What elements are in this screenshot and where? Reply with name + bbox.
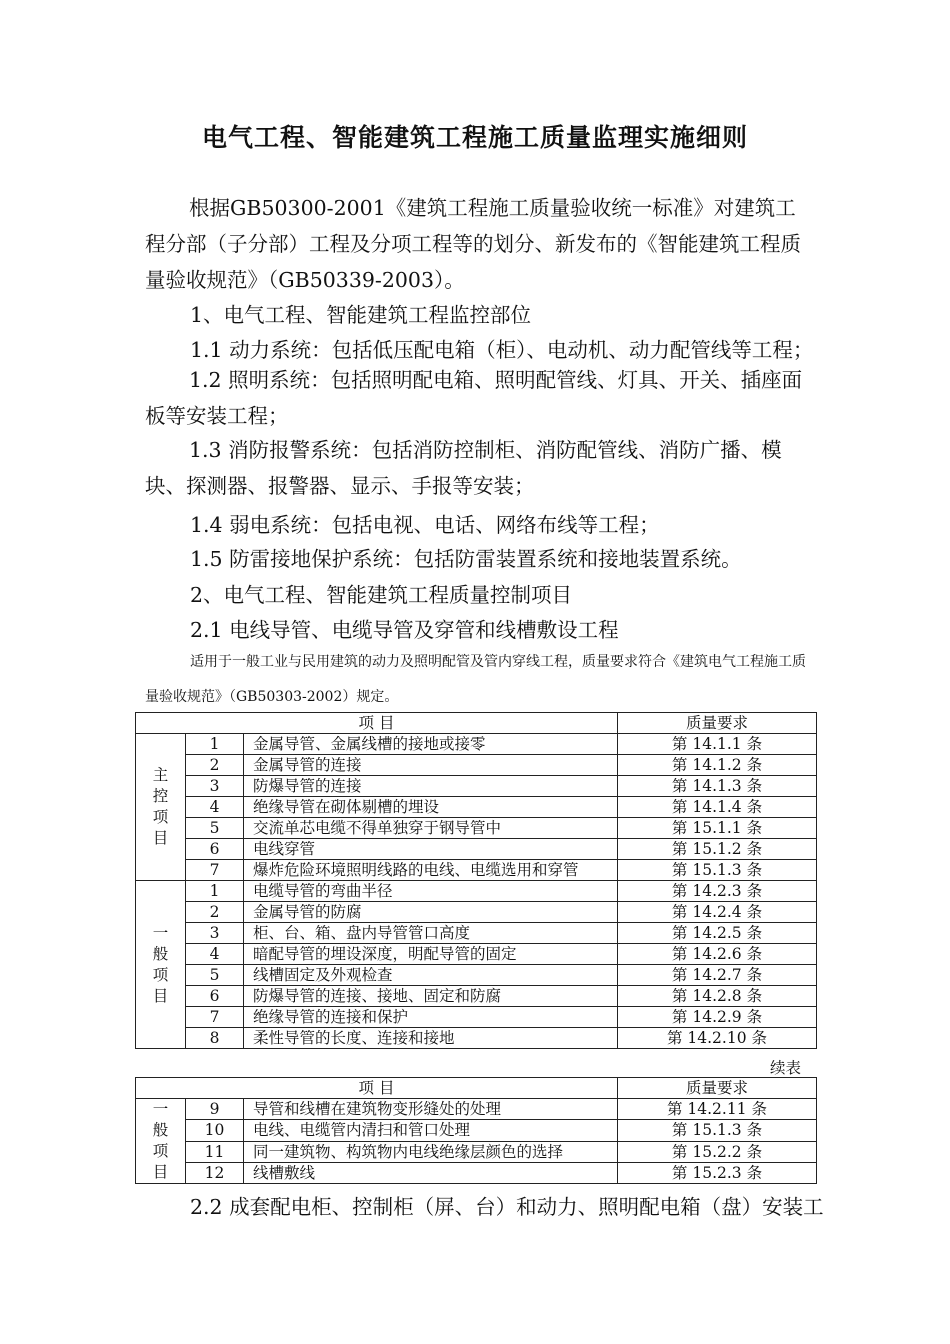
- row-item: 防爆导管的连接、接地、固定和防腐: [244, 986, 618, 1007]
- row-number: 2: [186, 755, 244, 776]
- group-label: 主 控 项 目: [136, 734, 186, 881]
- row-number: 7: [186, 860, 244, 881]
- item-1-2: 1.2 照明系统：包括照明配电箱、照明配管线、灯具、开关、插座面板等安装工程；: [145, 368, 803, 428]
- row-item: 爆炸危险环境照明线路的电线、电缆选用和穿管: [244, 860, 618, 881]
- table-row: [136, 755, 817, 776]
- row-number: 5: [186, 818, 244, 839]
- table-row: [136, 881, 817, 902]
- row-number: 2: [186, 902, 244, 923]
- header-item: 项 目: [136, 1078, 618, 1099]
- row-number: 11: [186, 1141, 244, 1162]
- row-item: 导管和线槽在建筑物变形缝处的处理: [244, 1099, 618, 1120]
- row-item: 金属导管的防腐: [244, 902, 618, 923]
- row-requirement: 第 15.2.2 条: [618, 1141, 817, 1162]
- table-row: [136, 1162, 817, 1183]
- quality-table-2: [135, 1077, 817, 1184]
- row-item: 交流单芯电缆不得单独穿于钢导管中: [244, 818, 618, 839]
- row-item: 金属导管、金属线槽的接地或接零: [244, 734, 618, 755]
- row-requirement: 第 14.2.6 条: [618, 944, 817, 965]
- row-requirement: 第 15.1.3 条: [618, 860, 817, 881]
- header-item: 项 目: [136, 713, 618, 734]
- table-row: [136, 944, 817, 965]
- row-item: 线槽敷线: [244, 1162, 618, 1183]
- section-1-heading: 1、电气工程、智能建筑工程监控部位: [190, 303, 532, 327]
- row-number: 6: [186, 986, 244, 1007]
- row-number: 10: [186, 1120, 244, 1141]
- row-item: 电线穿管: [244, 839, 618, 860]
- row-requirement: 第 14.2.8 条: [618, 986, 817, 1007]
- row-item: 柔性导管的长度、连接和接地: [244, 1028, 618, 1049]
- table-row: [136, 986, 817, 1007]
- row-number: 5: [186, 965, 244, 986]
- header-requirement: 质量要求: [618, 1078, 817, 1099]
- group-label: 一 般 项 目: [136, 1099, 186, 1184]
- item-1-3: 1.3 消防报警系统：包括消防控制柜、消防配管线、消防广播、模块、探测器、报警器、显示、手报等安装；: [145, 438, 782, 498]
- row-requirement: 第 14.2.4 条: [618, 902, 817, 923]
- row-number: 1: [186, 881, 244, 902]
- row-item: 绝缘导管的连接和保护: [244, 1007, 618, 1028]
- row-requirement: 第 14.1.3 条: [618, 776, 817, 797]
- table-row: [136, 965, 817, 986]
- row-requirement: 第 14.2.5 条: [618, 923, 817, 944]
- header-requirement: 质量要求: [618, 713, 817, 734]
- row-requirement: 第 14.2.9 条: [618, 1007, 817, 1028]
- row-item: 线槽固定及外观检查: [244, 965, 618, 986]
- table-row: [136, 923, 817, 944]
- row-item: 金属导管的连接: [244, 755, 618, 776]
- row-number: 7: [186, 1007, 244, 1028]
- table-row: [136, 1099, 817, 1120]
- item-1-5: 1.5 防雷接地保护系统：包括防雷装置系统和接地装置系统。: [190, 547, 742, 571]
- document-title: 电气工程、智能建筑工程施工质量监理实施细则: [201, 123, 748, 152]
- row-item: 柜、台、箱、盘内导管管口高度: [244, 923, 618, 944]
- row-number: 4: [186, 797, 244, 818]
- row-requirement: 第 15.2.3 条: [618, 1162, 817, 1183]
- quality-table-1: [135, 712, 817, 1049]
- table-row: [136, 734, 817, 755]
- row-number: 8: [186, 1028, 244, 1049]
- item-1-1: 1.1 动力系统：包括低压配电箱（柜）、电动机、动力配管线等工程；: [190, 338, 814, 362]
- table-row: [136, 776, 817, 797]
- row-number: 1: [186, 734, 244, 755]
- table-row: [136, 1120, 817, 1141]
- row-requirement: 第 15.1.2 条: [618, 839, 817, 860]
- table-row: [136, 797, 817, 818]
- table-row: [136, 860, 817, 881]
- row-item: 绝缘导管在砌体剔槽的埋设: [244, 797, 618, 818]
- intro-paragraph: 根据GB50300-2001《建筑工程施工质量验收统一标准》对建筑工程分部（子分部）工程及分项工程等的划分、新发布的《智能建筑工程质量验收规范》（GB50339-2003）。: [145, 196, 801, 292]
- table-row: [136, 1141, 817, 1162]
- row-item: 电线、电缆管内清扫和管口处理: [244, 1120, 618, 1141]
- table-row: [136, 1007, 817, 1028]
- row-number: 4: [186, 944, 244, 965]
- continued-label: 续表: [770, 1059, 802, 1077]
- row-number: 12: [186, 1162, 244, 1183]
- row-requirement: 第 14.2.10 条: [618, 1028, 817, 1049]
- row-requirement: 第 14.1.1 条: [618, 734, 817, 755]
- row-item: 暗配导管的埋设深度，明配导管的固定: [244, 944, 618, 965]
- table-row: [136, 1028, 817, 1049]
- row-requirement: 第 14.1.2 条: [618, 755, 817, 776]
- row-requirement: 第 15.1.3 条: [618, 1120, 817, 1141]
- row-number: 3: [186, 923, 244, 944]
- table-row: [136, 818, 817, 839]
- row-number: 9: [186, 1099, 244, 1120]
- row-requirement: 第 14.2.11 条: [618, 1099, 817, 1120]
- item-2-1: 2.1 电线导管、电缆导管及穿管和线槽敷设工程: [190, 618, 619, 642]
- section-2-heading: 2、电气工程、智能建筑工程质量控制项目: [190, 583, 573, 607]
- row-number: 3: [186, 776, 244, 797]
- item-2-1-note: 适用于一般工业与民用建筑的动力及照明配管及管内穿线工程，质量要求符合《建筑电气工程施工质量验收规范》（GB50303-2002）规定。: [145, 654, 806, 705]
- row-item: 防爆导管的连接: [244, 776, 618, 797]
- row-number: 6: [186, 839, 244, 860]
- table-header-row: [136, 713, 817, 734]
- table-header-row: [136, 1078, 817, 1099]
- table-row: [136, 902, 817, 923]
- row-requirement: 第 15.1.1 条: [618, 818, 817, 839]
- item-2-2: 2.2 成套配电柜、控制柜（屏、台）和动力、照明配电箱（盘）安装工: [190, 1195, 824, 1219]
- row-item: 电缆导管的弯曲半径: [244, 881, 618, 902]
- table-row: [136, 839, 817, 860]
- row-item: 同一建筑物、构筑物内电线绝缘层颜色的选择: [244, 1141, 618, 1162]
- item-1-4: 1.4 弱电系统：包括电视、电话、网络布线等工程；: [190, 513, 660, 537]
- row-requirement: 第 14.1.4 条: [618, 797, 817, 818]
- row-requirement: 第 14.2.7 条: [618, 965, 817, 986]
- group-label: 一 般 项 目: [136, 881, 186, 1049]
- row-requirement: 第 14.2.3 条: [618, 881, 817, 902]
